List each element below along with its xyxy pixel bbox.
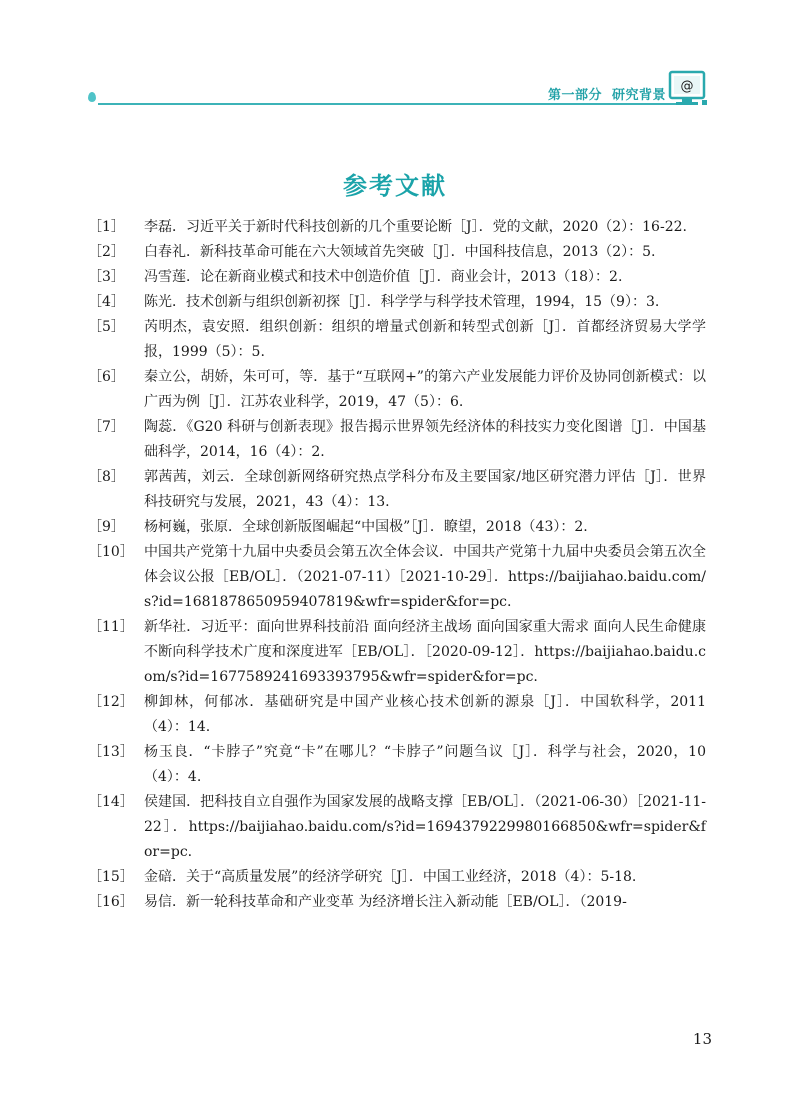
svg-text:@: @ — [680, 79, 694, 94]
reference-item — [88, 465, 706, 515]
reference-number: ［7］ — [88, 419, 125, 435]
reference-text: 金碚．关于“高质量发展”的经济学研究［J］．中国工业经济，2018（4）：5-18. — [144, 869, 637, 885]
reference-item — [88, 415, 706, 465]
reference-number: ［3］ — [88, 269, 125, 285]
reference-text: 秦立公，胡娇，朱可可，等．基于“互联网+”的第六产业发展能力评价及协同创新模式：以广西为例［J］．江苏农业科学，2019，47（5）：6. — [144, 369, 706, 410]
reference-item — [88, 690, 706, 740]
reference-text: 陶蕊．《G20 科研与创新表现》报告揭示世界领先经济体的科技实力变化图谱［J］．中国基础科学，2014，16（4）：2. — [144, 419, 706, 460]
reference-text: 杨玉良．“卡脖子”究竟“卡”在哪儿？“卡脖子”问题刍议［J］．科学与社会，2020，10（4）：4. — [144, 744, 706, 785]
reference-number: ［1］ — [88, 219, 125, 235]
reference-number: ［11］ — [88, 619, 134, 635]
monitor-at-icon — [668, 70, 708, 108]
running-header: 第一部分 研究背景 — [547, 88, 666, 103]
reference-number: ［12］ — [88, 694, 134, 710]
reference-item — [88, 240, 706, 265]
reference-number: ［5］ — [88, 319, 125, 335]
reference-item — [88, 865, 706, 890]
header-rule — [98, 103, 697, 105]
page-title: 参考文献 — [343, 172, 447, 200]
reference-text: 中国共产党第十九届中央委员会第五次全体会议．中国共产党第十九届中央委员会第五次全体会议公报［EB/OL］．（2021-07-11）［2021-10-29］．https://baijiahao.baidu.com/s?id=1681878650959407819&wfr=spider&for=pc. — [144, 544, 706, 610]
reference-text: 李磊．习近平关于新时代科技创新的几个重要论断［J］．党的文献，2020（2）：16-22. — [144, 219, 687, 235]
reference-item — [88, 515, 706, 540]
reference-text: 新华社．习近平：面向世界科技前沿 面向经济主战场 面向国家重大需求 面向人民生命健康 不断向科学技术广度和深度进军［EB/OL］．［2020-09-12］．https://baijiahao.baidu.com/s?id=1677589241693393795&wfr=spider&for=pc. — [144, 619, 706, 685]
reference-text: 冯雪莲．论在新商业模式和技术中创造价值［J］．商业会计，2013（18）：2. — [144, 269, 623, 285]
reference-text: 白春礼．新科技革命可能在六大领域首先突破［J］．中国科技信息，2013（2）：5. — [144, 244, 656, 260]
reference-number: ［13］ — [88, 744, 134, 760]
reference-number: ［2］ — [88, 244, 125, 260]
reference-text: 柳卸林，何郁冰．基础研究是中国产业核心技术创新的源泉［J］．中国软科学，2011（4）：14. — [144, 694, 706, 735]
reference-item — [88, 790, 706, 865]
reference-number: ［15］ — [88, 869, 134, 885]
reference-list — [88, 215, 706, 915]
reference-number: ［14］ — [88, 794, 134, 810]
reference-item — [88, 615, 706, 690]
header-dot-decoration — [88, 92, 96, 102]
reference-item — [88, 890, 706, 915]
reference-number: ［10］ — [88, 544, 134, 560]
reference-number: ［16］ — [88, 894, 134, 910]
reference-item — [88, 540, 706, 615]
reference-text: 陈光．技术创新与组织创新初探［J］．科学学与科学技术管理，1994，15（9）：3. — [144, 294, 660, 310]
reference-text: 芮明杰，袁安照．组织创新：组织的增量式创新和转型式创新［J］．首都经济贸易大学学报，1999（5）：5. — [144, 319, 706, 360]
reference-item — [88, 740, 706, 790]
reference-text: 杨柯巍，张原．全球创新版图崛起“中国极”［J］．瞭望，2018（43）：2. — [144, 519, 588, 535]
reference-number: ［4］ — [88, 294, 125, 310]
reference-item — [88, 315, 706, 365]
reference-item — [88, 290, 706, 315]
reference-text: 侯建国．把科技自立自强作为国家发展的战略支撑［EB/OL］．（2021-06-30）［2021-11-22］．https://baijiahao.baidu.com/s?id=1694379229980166850&wfr=spider&for=pc. — [144, 794, 706, 860]
reference-number: ［8］ — [88, 469, 125, 485]
reference-number: ［9］ — [88, 519, 125, 535]
reference-item — [88, 265, 706, 290]
reference-item — [88, 365, 706, 415]
page-number: 13 — [692, 1030, 712, 1048]
reference-text: 郭茜茜，刘云．全球创新网络研究热点学科分布及主要国家/地区研究潜力评估［J］．世界科技研究与发展，2021，43（4）：13. — [144, 469, 706, 510]
reference-item — [88, 215, 706, 240]
reference-number: ［6］ — [88, 369, 125, 385]
reference-text: 易信．新一轮科技革命和产业变革 为经济增长注入新动能［EB/OL］．（2019- — [144, 894, 627, 910]
